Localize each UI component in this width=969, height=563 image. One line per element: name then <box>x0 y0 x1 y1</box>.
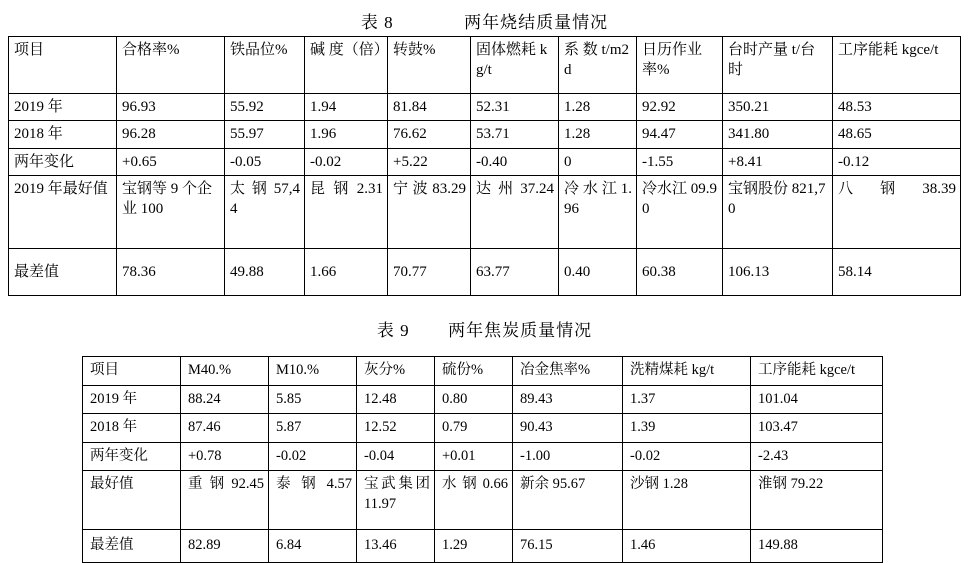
column-header: 系 数 t/m2d <box>559 37 637 94</box>
table-cell: 宝钢股份 821,70 <box>723 175 833 248</box>
table-cell: 淮钢 79.22 <box>751 471 883 530</box>
table-cell: 13.46 <box>357 530 435 563</box>
table-cell: -1.55 <box>637 148 723 175</box>
table-cell: 0 <box>559 148 637 175</box>
table-cell: 96.28 <box>117 121 225 148</box>
table-cell: 12.48 <box>357 385 435 414</box>
table-row <box>9 175 961 248</box>
table-cell: 103.47 <box>751 414 883 443</box>
column-header: 台时产量 t/台时 <box>723 37 833 94</box>
table-cell: 63.77 <box>471 248 559 295</box>
row-label: 2018 年 <box>9 121 117 148</box>
table8-caption-label: 表 8 <box>360 13 394 32</box>
table-cell: 76.62 <box>388 121 471 148</box>
coke-quality-table <box>82 356 883 563</box>
table-cell: 350.21 <box>723 94 833 121</box>
table-cell: 水 钢 0.66 <box>435 471 513 530</box>
table-cell: 冷 水 江 1.96 <box>559 175 637 248</box>
table-cell: 12.52 <box>357 414 435 443</box>
row-label: 2018 年 <box>83 414 181 443</box>
table-cell: 70.77 <box>388 248 471 295</box>
table9-caption-label: 表 9 <box>376 321 410 340</box>
table-cell: 87.46 <box>181 414 269 443</box>
table-cell: -1.00 <box>513 442 623 471</box>
table-cell: 106.13 <box>723 248 833 295</box>
table-cell: 1.28 <box>559 121 637 148</box>
column-header: 工序能耗 kgce/t <box>751 357 883 386</box>
table-cell: 太 钢 57,44 <box>225 175 305 248</box>
table-cell: 94.47 <box>637 121 723 148</box>
table-cell: 1.66 <box>305 248 388 295</box>
column-header: 洗精煤耗 kg/t <box>623 357 751 386</box>
table-cell: 5.87 <box>269 414 357 443</box>
table-cell: 82.89 <box>181 530 269 563</box>
table-cell: -0.12 <box>833 148 961 175</box>
column-header: 工序能耗 kgce/t <box>833 37 961 94</box>
table-cell: 0.80 <box>435 385 513 414</box>
row-label: 两年变化 <box>83 442 181 471</box>
table-cell: 宝武集团 11.97 <box>357 471 435 530</box>
table9-caption <box>0 316 969 341</box>
table-cell: 宝钢等 9 个企业 100 <box>117 175 225 248</box>
row-label: 最差值 <box>83 530 181 563</box>
row-label: 2019 年 <box>9 94 117 121</box>
table-cell: 55.92 <box>225 94 305 121</box>
table8-caption <box>0 8 969 33</box>
table-row <box>9 94 961 121</box>
table-cell: 5.85 <box>269 385 357 414</box>
table8-caption-title: 两年烧结质量情况 <box>464 13 609 32</box>
table-cell: 6.84 <box>269 530 357 563</box>
column-header: 冶金焦率% <box>513 357 623 386</box>
row-label: 最好值 <box>83 471 181 530</box>
table-cell: 92.92 <box>637 94 723 121</box>
table-cell: 重 钢 92.45 <box>181 471 269 530</box>
table-cell: -2.43 <box>751 442 883 471</box>
table-cell: 1.39 <box>623 414 751 443</box>
table-cell: -0.02 <box>305 148 388 175</box>
table8-container <box>8 36 961 296</box>
table-row <box>9 121 961 148</box>
table-row <box>83 471 883 530</box>
column-header: 合格率% <box>117 37 225 94</box>
table-cell: 90.43 <box>513 414 623 443</box>
table-cell: 1.37 <box>623 385 751 414</box>
table-cell: 78.36 <box>117 248 225 295</box>
table-cell: 八 钢 38.39 <box>833 175 961 248</box>
column-header: 灰分% <box>357 357 435 386</box>
column-header: 日历作业率% <box>637 37 723 94</box>
table-cell: 55.97 <box>225 121 305 148</box>
table-cell: 1.29 <box>435 530 513 563</box>
table-cell: 宁 波 83.29 <box>388 175 471 248</box>
column-header: 硫份% <box>435 357 513 386</box>
table-cell: +0.78 <box>181 442 269 471</box>
column-header: 项目 <box>83 357 181 386</box>
table-cell: 52.31 <box>471 94 559 121</box>
table9-container <box>82 356 883 563</box>
table-cell: -0.02 <box>269 442 357 471</box>
table-row <box>83 530 883 563</box>
row-label: 2019 年 <box>83 385 181 414</box>
table-cell: 1.94 <box>305 94 388 121</box>
table-cell: 53.71 <box>471 121 559 148</box>
table-cell: 0.40 <box>559 248 637 295</box>
column-header: 项目 <box>9 37 117 94</box>
table-cell: -0.05 <box>225 148 305 175</box>
row-label: 最差值 <box>9 248 117 295</box>
table-row <box>83 414 883 443</box>
column-header: 固体燃耗 kg/t <box>471 37 559 94</box>
table-cell: -0.02 <box>623 442 751 471</box>
table-cell: 341.80 <box>723 121 833 148</box>
table-cell: 冷水江 09.90 <box>637 175 723 248</box>
table-cell: -0.40 <box>471 148 559 175</box>
table-cell: 1.28 <box>559 94 637 121</box>
table-cell: +0.01 <box>435 442 513 471</box>
table-cell: 81.84 <box>388 94 471 121</box>
table-row <box>83 442 883 471</box>
column-header: M10.% <box>269 357 357 386</box>
table-cell: 89.43 <box>513 385 623 414</box>
table-cell: 1.96 <box>305 121 388 148</box>
column-header: 转鼓% <box>388 37 471 94</box>
table-cell: 96.93 <box>117 94 225 121</box>
column-header: M40.% <box>181 357 269 386</box>
table-cell: 88.24 <box>181 385 269 414</box>
table-cell: +5.22 <box>388 148 471 175</box>
table-cell: 沙钢 1.28 <box>623 471 751 530</box>
row-label: 2019 年最好值 <box>9 175 117 248</box>
table-cell: 泰 钢 4.57 <box>269 471 357 530</box>
table-cell: 昆 钢 2.31 <box>305 175 388 248</box>
table-cell: 76.15 <box>513 530 623 563</box>
table-cell: 60.38 <box>637 248 723 295</box>
table-cell: 58.14 <box>833 248 961 295</box>
table-cell: +8.41 <box>723 148 833 175</box>
table-cell: 149.88 <box>751 530 883 563</box>
table-cell: 101.04 <box>751 385 883 414</box>
table-cell: 48.65 <box>833 121 961 148</box>
table-cell: 达 州 37.24 <box>471 175 559 248</box>
table9-caption-title: 两年焦炭质量情况 <box>448 321 593 340</box>
row-label: 两年变化 <box>9 148 117 175</box>
table-row <box>83 385 883 414</box>
table-cell: 48.53 <box>833 94 961 121</box>
table-row <box>9 148 961 175</box>
table-cell: 1.46 <box>623 530 751 563</box>
table-header-row <box>83 357 883 386</box>
table-cell: -0.04 <box>357 442 435 471</box>
sinter-quality-table <box>8 36 961 296</box>
table-row <box>9 248 961 295</box>
table-cell: +0.65 <box>117 148 225 175</box>
column-header: 铁品位% <box>225 37 305 94</box>
table-cell: 新余 95.67 <box>513 471 623 530</box>
table-header-row <box>9 37 961 94</box>
table-cell: 49.88 <box>225 248 305 295</box>
table-cell: 0.79 <box>435 414 513 443</box>
column-header: 碱 度（倍） <box>305 37 388 94</box>
